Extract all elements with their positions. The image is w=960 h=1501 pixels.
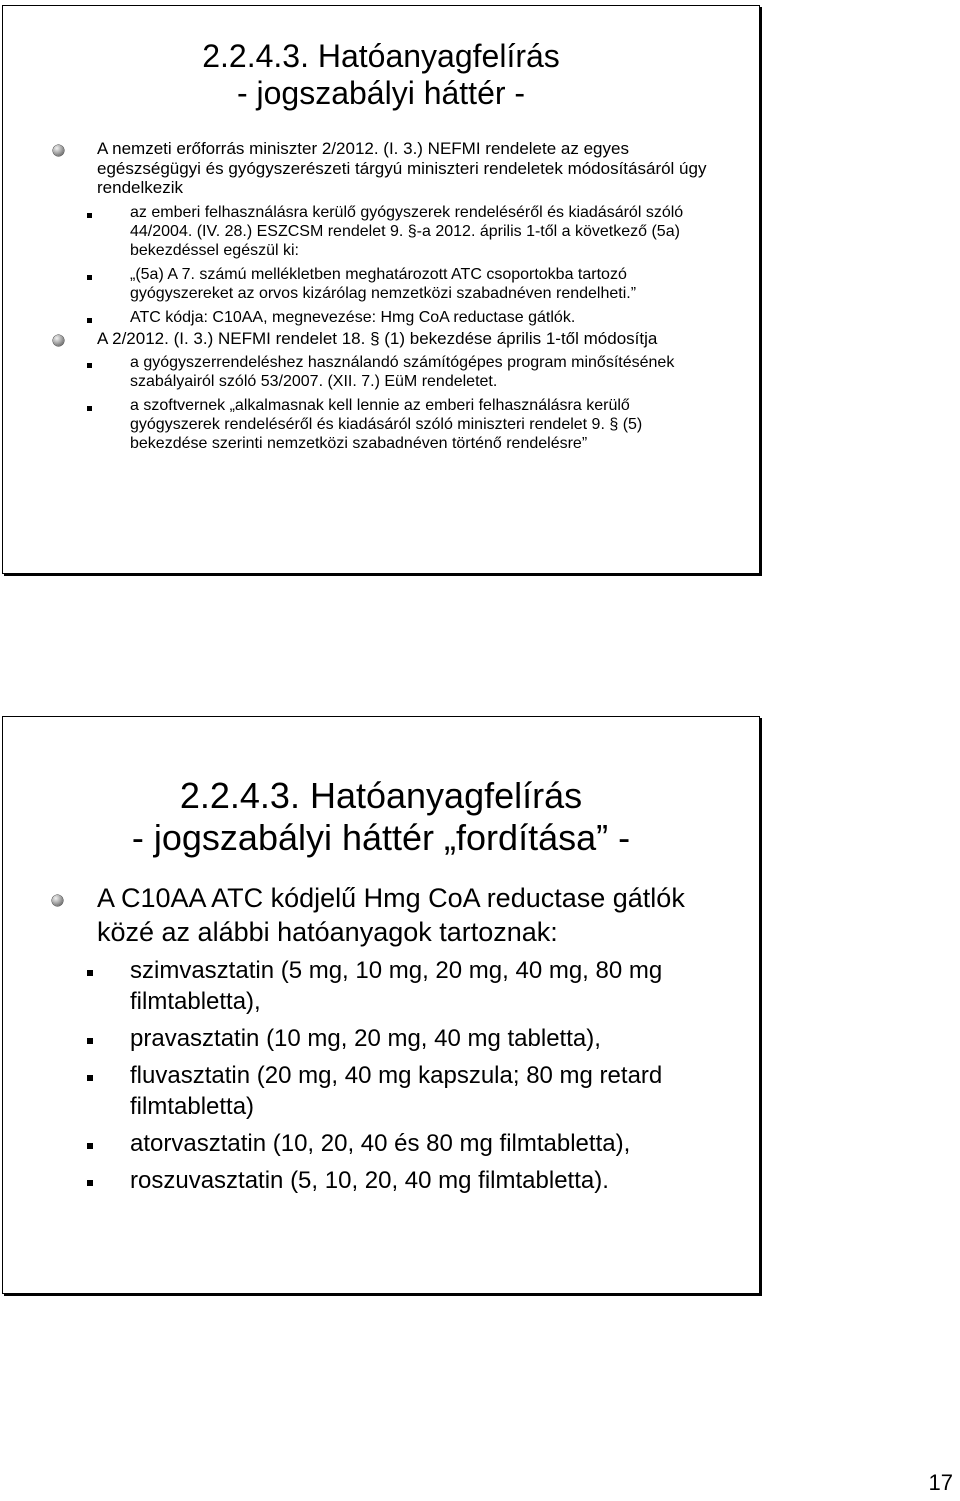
slide-1-sub-bullet-1-1 — [3, 203, 759, 260]
slide-1-sub-bullet-2-1 — [3, 353, 759, 391]
square-bullet-icon — [87, 1143, 93, 1149]
sub-bullet-text: a gyógyszerrendeléshez használandó számítógépes program minősítésének szabályairól szóló 53/2007. (XII. 7.) EüM rendeletet. — [130, 354, 675, 390]
square-bullet-icon — [87, 1038, 93, 1044]
slide-1-sub-bullet-1-2 — [3, 265, 759, 303]
slide-2-sub-bullet-3 — [3, 1060, 759, 1122]
bullet-text: A 2/2012. (I. 3.) NEFMI rendelet 18. § (1) bekezdése április 1-től módosítja — [97, 328, 658, 348]
slide-2-sub-bullet-5 — [3, 1165, 759, 1196]
sub-bullet-text: roszuvasztatin (5, 10, 20, 40 mg filmtabletta). — [130, 1167, 609, 1194]
slide-2-title-line-1: 2.2.4.3. Hatóanyagfelírás — [179, 775, 583, 816]
round-bullet-icon — [53, 335, 64, 346]
slide-2-sub-bullet-4 — [3, 1128, 759, 1159]
square-bullet-icon — [87, 275, 92, 280]
slide-2-title-line-2: - jogszabályi háttér „fordítása” - — [131, 817, 631, 858]
slide-2-sub-bullet-2 — [3, 1023, 759, 1054]
sub-bullet-text: pravasztatin (10 mg, 20 mg, 40 mg tabletta), — [130, 1025, 601, 1052]
slide-2-sub-bullet-1 — [3, 955, 759, 1017]
page-number: 17 — [928, 1470, 953, 1495]
slide-1-bullet-2 — [3, 329, 759, 349]
bullet-text: A C10AA ATC kódjelű Hmg CoA reductase gátlók közé az alábbi hatóanyagok tartoznak: — [97, 883, 685, 947]
square-bullet-icon — [87, 1075, 93, 1081]
sub-bullet-text: a szoftvernek „alkalmasnak kell lennie az emberi felhasználásra kerülő gyógyszerek rendeléséről és kiadásáról szóló miniszteri rendelet 9. § (5) bekezdése szerinti nemzetközi szabadnéven történő rendelésre” — [130, 397, 643, 452]
bullet-text: A nemzeti erőforrás miniszter 2/2012. (I. 3.) NEFMI rendelete az egyes egészségügyi és gyógyszerészeti tárgyú miniszteri rendeletek módosításáról úgy rendelkezik — [97, 139, 707, 197]
sub-bullet-text: az emberi felhasználásra kerülő gyógyszerek rendeléséről és kiadásáról szóló 44/2004. (IV. 28.) ESZCSM rendelet 9. §-a 2012. április 1-től a következő (5a) bekezdéssel egészül ki: — [130, 203, 684, 259]
slide-2-body — [3, 881, 759, 1199]
slide-2-bullet-1 — [3, 881, 759, 949]
slide-1 — [2, 5, 760, 574]
square-bullet-icon — [87, 213, 92, 218]
slide-1-title — [3, 38, 759, 112]
round-bullet-icon — [52, 895, 63, 906]
slide-1-title-line-1: 2.2.4.3. Hatóanyagfelírás — [202, 38, 560, 74]
square-bullet-icon — [87, 970, 93, 976]
slide-2-title — [3, 775, 759, 859]
sub-bullet-text: atorvasztatin (10, 20, 40 és 80 mg filmtabletta), — [130, 1130, 631, 1157]
slide-1-bullet-1 — [3, 139, 759, 198]
slide-2 — [2, 716, 760, 1294]
slide-1-sub-bullet-2-2 — [3, 396, 759, 453]
slide-1-title-line-2: - jogszabályi háttér - — [236, 75, 526, 111]
sub-bullet-text: „(5a) A 7. számú mellékletben meghatározott ATC csoportokba tartozó gyógyszereket az orvos kizárólag nemzetközi szabadnéven rendelheti.” — [130, 265, 637, 302]
round-bullet-icon — [53, 145, 64, 156]
sub-bullet-text: szimvasztatin (5 mg, 10 mg, 20 mg, 40 mg, 80 mg filmtabletta), — [130, 957, 663, 1015]
square-bullet-icon — [87, 1180, 93, 1186]
slide-1-body — [3, 139, 759, 455]
square-bullet-icon — [87, 406, 92, 411]
square-bullet-icon — [87, 318, 92, 323]
square-bullet-icon — [87, 363, 92, 368]
sub-bullet-text: ATC kódja: C10AA, megnevezése: Hmg CoA reductase gátlók. — [130, 308, 576, 326]
slide-1-sub-bullet-1-3 — [3, 308, 759, 327]
sub-bullet-text: fluvasztatin (20 mg, 40 mg kapszula; 80 mg retard filmtabletta) — [130, 1062, 663, 1120]
